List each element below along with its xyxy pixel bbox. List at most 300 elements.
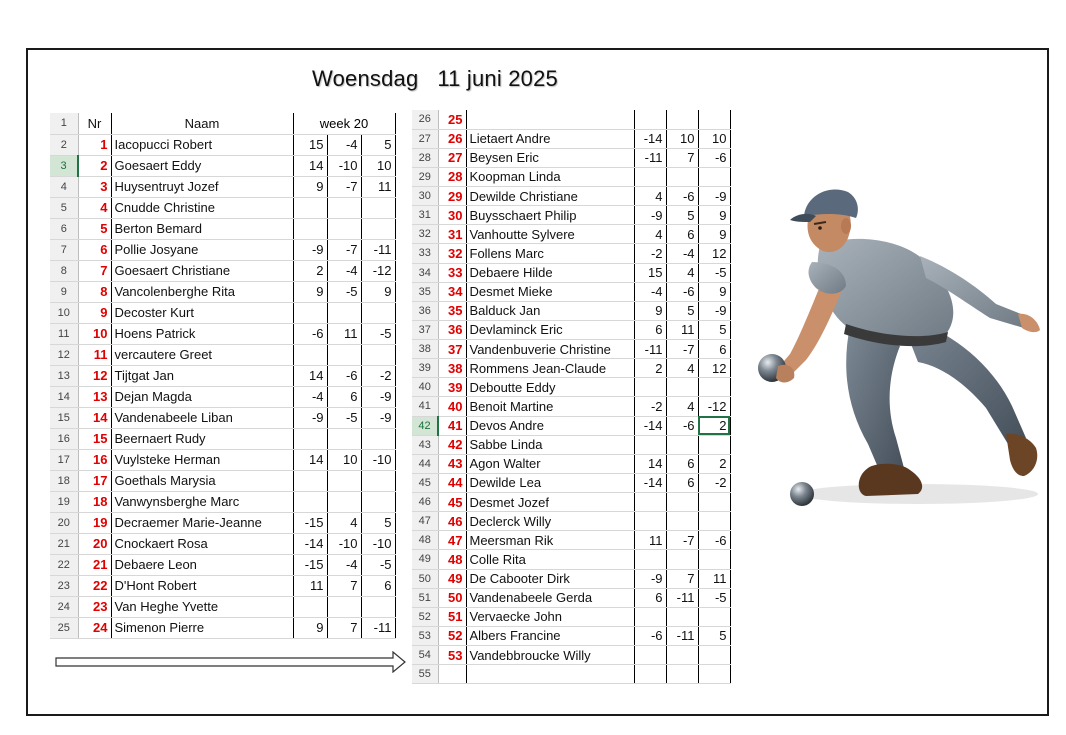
score-cell-1[interactable]: 9 xyxy=(293,281,327,302)
score-cell-3[interactable]: 12 xyxy=(698,244,730,263)
score-cell-1[interactable]: -6 xyxy=(634,626,666,645)
score-cell-2[interactable] xyxy=(327,428,361,449)
row-header[interactable]: 42 xyxy=(412,416,438,435)
score-cell-3[interactable]: 6 xyxy=(698,340,730,359)
score-cell-2[interactable] xyxy=(666,607,698,626)
score-cell-1[interactable]: -11 xyxy=(634,148,666,167)
score-cell-3[interactable]: 2 xyxy=(698,454,730,473)
player-name[interactable]: Tijtgat Jan xyxy=(111,365,293,386)
player-number[interactable]: 51 xyxy=(438,607,466,626)
row-header[interactable]: 40 xyxy=(412,378,438,397)
score-cell-3[interactable]: -2 xyxy=(698,473,730,492)
score-cell-3[interactable] xyxy=(361,491,395,512)
score-cell-2[interactable]: -10 xyxy=(327,533,361,554)
row-header[interactable]: 22 xyxy=(50,554,78,575)
player-name[interactable]: Dewilde Christiane xyxy=(466,187,634,206)
player-number[interactable]: 42 xyxy=(438,435,466,454)
score-cell-3[interactable]: -12 xyxy=(361,260,395,281)
score-cell-2[interactable]: -4 xyxy=(327,260,361,281)
row-header[interactable]: 13 xyxy=(50,365,78,386)
score-cell-2[interactable]: -11 xyxy=(666,626,698,645)
player-number[interactable]: 44 xyxy=(438,473,466,492)
score-cell-3[interactable]: 9 xyxy=(698,206,730,225)
score-cell-1[interactable]: 14 xyxy=(293,155,327,176)
player-name[interactable]: Vandenabeele Liban xyxy=(111,407,293,428)
week-header[interactable]: week 20 xyxy=(293,113,395,134)
player-name[interactable]: Desmet Jozef xyxy=(466,493,634,512)
score-cell-2[interactable]: 11 xyxy=(666,320,698,339)
player-number[interactable]: 15 xyxy=(78,428,111,449)
score-cell-1[interactable]: 14 xyxy=(293,365,327,386)
score-cell-2[interactable]: -6 xyxy=(666,416,698,435)
score-cell-3[interactable]: -11 xyxy=(361,239,395,260)
player-number[interactable]: 6 xyxy=(78,239,111,260)
score-cell-1[interactable]: -15 xyxy=(293,512,327,533)
score-cell-2[interactable]: 6 xyxy=(666,473,698,492)
player-number[interactable]: 21 xyxy=(78,554,111,575)
row-header[interactable]: 7 xyxy=(50,239,78,260)
score-cell-2[interactable] xyxy=(327,302,361,323)
player-name[interactable]: Declerck Willy xyxy=(466,512,634,531)
player-number[interactable]: 29 xyxy=(438,187,466,206)
score-cell-3[interactable]: 5 xyxy=(361,512,395,533)
score-cell-3[interactable]: -10 xyxy=(361,533,395,554)
row-header[interactable]: 10 xyxy=(50,302,78,323)
row-header[interactable]: 30 xyxy=(412,187,438,206)
score-cell-2[interactable]: 4 xyxy=(666,263,698,282)
score-cell-2[interactable]: -7 xyxy=(327,239,361,260)
score-cell-3[interactable]: 5 xyxy=(361,134,395,155)
row-header[interactable]: 55 xyxy=(412,665,438,684)
row-header[interactable]: 19 xyxy=(50,491,78,512)
score-cell-3[interactable]: -2 xyxy=(361,365,395,386)
score-cell-1[interactable]: -4 xyxy=(293,386,327,407)
score-cell-1[interactable]: 2 xyxy=(293,260,327,281)
score-cell-1[interactable]: -9 xyxy=(634,206,666,225)
score-cell-1[interactable] xyxy=(634,110,666,129)
player-name[interactable]: Cnockaert Rosa xyxy=(111,533,293,554)
player-number[interactable]: 1 xyxy=(78,134,111,155)
score-cell-1[interactable]: 9 xyxy=(293,617,327,638)
score-cell-3[interactable]: -9 xyxy=(361,386,395,407)
nr-header[interactable]: Nr xyxy=(78,113,111,134)
player-name[interactable]: Goethals Marysia xyxy=(111,470,293,491)
score-cell-2[interactable] xyxy=(666,435,698,454)
row-header[interactable]: 49 xyxy=(412,550,438,569)
score-cell-2[interactable]: 7 xyxy=(327,617,361,638)
score-cell-1[interactable]: 15 xyxy=(293,134,327,155)
row-header[interactable]: 2 xyxy=(50,134,78,155)
player-name[interactable]: Cnudde Christine xyxy=(111,197,293,218)
score-cell-1[interactable]: -9 xyxy=(293,239,327,260)
score-cell-3[interactable] xyxy=(698,435,730,454)
player-number[interactable]: 26 xyxy=(438,129,466,148)
score-cell-1[interactable]: -15 xyxy=(293,554,327,575)
score-cell-2[interactable]: 6 xyxy=(666,454,698,473)
player-name[interactable] xyxy=(466,110,634,129)
player-number[interactable] xyxy=(438,665,466,684)
player-number[interactable]: 43 xyxy=(438,454,466,473)
player-number[interactable]: 31 xyxy=(438,225,466,244)
row-header[interactable]: 26 xyxy=(412,110,438,129)
player-name[interactable]: Follens Marc xyxy=(466,244,634,263)
row-header[interactable]: 29 xyxy=(412,167,438,186)
player-number[interactable]: 30 xyxy=(438,206,466,225)
score-cell-3[interactable] xyxy=(361,470,395,491)
score-cell-1[interactable]: -14 xyxy=(293,533,327,554)
score-cell-3[interactable]: -6 xyxy=(698,148,730,167)
score-cell-1[interactable]: 6 xyxy=(634,320,666,339)
player-name[interactable]: Vanwynsberghe Marc xyxy=(111,491,293,512)
row-header[interactable]: 48 xyxy=(412,531,438,550)
score-cell-3[interactable] xyxy=(698,665,730,684)
score-cell-2[interactable] xyxy=(666,493,698,512)
score-cell-2[interactable]: 6 xyxy=(327,386,361,407)
score-cell-1[interactable]: 4 xyxy=(634,187,666,206)
player-number[interactable]: 16 xyxy=(78,449,111,470)
score-cell-2[interactable]: -5 xyxy=(327,407,361,428)
player-name[interactable]: Iacopucci Robert xyxy=(111,134,293,155)
score-cell-1[interactable] xyxy=(293,197,327,218)
score-cell-3[interactable]: 5 xyxy=(698,320,730,339)
player-number[interactable]: 23 xyxy=(78,596,111,617)
player-number[interactable]: 34 xyxy=(438,282,466,301)
score-cell-1[interactable] xyxy=(634,435,666,454)
score-cell-2[interactable]: 5 xyxy=(666,206,698,225)
player-name[interactable]: Goesaert Eddy xyxy=(111,155,293,176)
score-cell-3[interactable] xyxy=(698,110,730,129)
score-cell-3[interactable] xyxy=(698,512,730,531)
score-cell-2[interactable] xyxy=(327,491,361,512)
score-cell-3[interactable]: 11 xyxy=(698,569,730,588)
player-number[interactable]: 38 xyxy=(438,359,466,378)
score-cell-1[interactable] xyxy=(634,493,666,512)
player-number[interactable]: 32 xyxy=(438,244,466,263)
score-cell-2[interactable]: 7 xyxy=(666,148,698,167)
player-number[interactable]: 22 xyxy=(78,575,111,596)
player-number[interactable]: 19 xyxy=(78,512,111,533)
row-header[interactable]: 17 xyxy=(50,449,78,470)
row-header[interactable]: 15 xyxy=(50,407,78,428)
score-cell-3[interactable] xyxy=(698,167,730,186)
score-cell-1[interactable] xyxy=(634,607,666,626)
score-cell-3[interactable]: -10 xyxy=(361,449,395,470)
score-cell-1[interactable] xyxy=(634,167,666,186)
score-cell-1[interactable] xyxy=(634,646,666,665)
player-name[interactable]: Agon Walter xyxy=(466,454,634,473)
row-header[interactable]: 41 xyxy=(412,397,438,416)
player-number[interactable]: 40 xyxy=(438,397,466,416)
player-number[interactable]: 13 xyxy=(78,386,111,407)
score-cell-2[interactable]: 4 xyxy=(327,512,361,533)
player-name[interactable]: Debaere Leon xyxy=(111,554,293,575)
player-number[interactable]: 41 xyxy=(438,416,466,435)
player-number[interactable]: 3 xyxy=(78,176,111,197)
player-number[interactable]: 49 xyxy=(438,569,466,588)
row-header[interactable]: 14 xyxy=(50,386,78,407)
player-name[interactable]: Dejan Magda xyxy=(111,386,293,407)
row-header[interactable]: 27 xyxy=(412,129,438,148)
player-name[interactable]: Beysen Eric xyxy=(466,148,634,167)
score-cell-2[interactable]: -6 xyxy=(327,365,361,386)
score-cell-3[interactable] xyxy=(361,302,395,323)
score-cell-2[interactable]: 6 xyxy=(666,225,698,244)
score-cell-1[interactable] xyxy=(293,218,327,239)
row-header[interactable]: 54 xyxy=(412,646,438,665)
score-cell-3[interactable]: -9 xyxy=(361,407,395,428)
row-header[interactable]: 35 xyxy=(412,282,438,301)
player-name[interactable]: Decraemer Marie-Jeanne xyxy=(111,512,293,533)
score-cell-2[interactable]: 7 xyxy=(327,575,361,596)
row-header[interactable]: 4 xyxy=(50,176,78,197)
score-cell-3[interactable] xyxy=(361,344,395,365)
row-header[interactable]: 21 xyxy=(50,533,78,554)
score-cell-2[interactable]: -7 xyxy=(327,176,361,197)
score-cell-1[interactable] xyxy=(634,665,666,684)
row-header[interactable]: 47 xyxy=(412,512,438,531)
player-number[interactable]: 37 xyxy=(438,340,466,359)
row-header[interactable]: 16 xyxy=(50,428,78,449)
player-number[interactable]: 12 xyxy=(78,365,111,386)
player-number[interactable]: 33 xyxy=(438,263,466,282)
player-name[interactable]: Beernaert Rudy xyxy=(111,428,293,449)
player-name[interactable]: Dewilde Lea xyxy=(466,473,634,492)
score-cell-2[interactable]: -5 xyxy=(327,281,361,302)
score-cell-2[interactable]: -10 xyxy=(327,155,361,176)
player-number[interactable]: 24 xyxy=(78,617,111,638)
naam-header[interactable]: Naam xyxy=(111,113,293,134)
player-name[interactable]: Van Heghe Yvette xyxy=(111,596,293,617)
player-name[interactable]: Albers Francine xyxy=(466,626,634,645)
score-cell-3[interactable] xyxy=(361,596,395,617)
player-number[interactable]: 45 xyxy=(438,493,466,512)
player-name[interactable]: Desmet Mieke xyxy=(466,282,634,301)
player-name[interactable]: Vandenbuverie Christine xyxy=(466,340,634,359)
row-header[interactable]: 1 xyxy=(50,113,78,134)
player-number[interactable]: 25 xyxy=(438,110,466,129)
player-number[interactable]: 46 xyxy=(438,512,466,531)
player-number[interactable]: 36 xyxy=(438,320,466,339)
player-name[interactable]: Deboutte Eddy xyxy=(466,378,634,397)
score-cell-1[interactable] xyxy=(293,470,327,491)
row-header[interactable]: 32 xyxy=(412,225,438,244)
score-cell-3[interactable]: 9 xyxy=(698,225,730,244)
score-cell-2[interactable]: -4 xyxy=(327,554,361,575)
score-cell-3[interactable]: 11 xyxy=(361,176,395,197)
score-cell-2[interactable] xyxy=(666,110,698,129)
player-number[interactable]: 20 xyxy=(78,533,111,554)
score-cell-3[interactable] xyxy=(698,493,730,512)
score-cell-1[interactable]: -4 xyxy=(634,282,666,301)
score-cell-2[interactable] xyxy=(666,550,698,569)
score-cell-3[interactable]: -11 xyxy=(361,617,395,638)
player-name[interactable]: Simenon Pierre xyxy=(111,617,293,638)
score-cell-1[interactable]: 2 xyxy=(634,359,666,378)
player-number[interactable]: 8 xyxy=(78,281,111,302)
player-number[interactable]: 27 xyxy=(438,148,466,167)
player-name[interactable]: Goesaert Christiane xyxy=(111,260,293,281)
score-cell-2[interactable]: 10 xyxy=(327,449,361,470)
row-header[interactable]: 11 xyxy=(50,323,78,344)
score-cell-3[interactable] xyxy=(698,378,730,397)
player-name[interactable]: Decoster Kurt xyxy=(111,302,293,323)
player-name[interactable]: Meersman Rik xyxy=(466,531,634,550)
row-header[interactable]: 5 xyxy=(50,197,78,218)
score-cell-3[interactable]: -5 xyxy=(361,554,395,575)
score-cell-3[interactable] xyxy=(361,218,395,239)
row-header[interactable]: 46 xyxy=(412,493,438,512)
row-header[interactable]: 18 xyxy=(50,470,78,491)
score-cell-3[interactable]: -5 xyxy=(361,323,395,344)
row-header[interactable]: 37 xyxy=(412,320,438,339)
player-name[interactable]: Vervaecke John xyxy=(466,607,634,626)
score-cell-3[interactable]: -6 xyxy=(698,531,730,550)
score-cell-3[interactable]: 2 xyxy=(698,416,730,435)
player-number[interactable]: 53 xyxy=(438,646,466,665)
score-cell-1[interactable]: -14 xyxy=(634,473,666,492)
player-name[interactable]: vercautere Greet xyxy=(111,344,293,365)
player-name[interactable]: Buysschaert Philip xyxy=(466,206,634,225)
player-number[interactable]: 4 xyxy=(78,197,111,218)
player-number[interactable]: 52 xyxy=(438,626,466,645)
score-cell-2[interactable] xyxy=(666,512,698,531)
player-number[interactable]: 14 xyxy=(78,407,111,428)
player-name[interactable]: Vancolenberghe Rita xyxy=(111,281,293,302)
row-header[interactable]: 39 xyxy=(412,359,438,378)
player-number[interactable]: 17 xyxy=(78,470,111,491)
row-header[interactable]: 28 xyxy=(412,148,438,167)
score-cell-3[interactable] xyxy=(698,607,730,626)
score-cell-3[interactable]: 10 xyxy=(698,129,730,148)
row-header[interactable]: 51 xyxy=(412,588,438,607)
player-number[interactable]: 35 xyxy=(438,301,466,320)
row-header[interactable]: 6 xyxy=(50,218,78,239)
row-header[interactable]: 36 xyxy=(412,301,438,320)
score-cell-2[interactable]: -6 xyxy=(666,282,698,301)
player-name[interactable]: Vuylsteke Herman xyxy=(111,449,293,470)
score-cell-3[interactable]: -9 xyxy=(698,301,730,320)
score-cell-1[interactable]: -9 xyxy=(634,569,666,588)
player-number[interactable]: 39 xyxy=(438,378,466,397)
score-cell-1[interactable]: 14 xyxy=(293,449,327,470)
score-cell-3[interactable]: 9 xyxy=(361,281,395,302)
score-cell-3[interactable]: 12 xyxy=(698,359,730,378)
score-cell-3[interactable]: -5 xyxy=(698,263,730,282)
score-cell-2[interactable] xyxy=(666,646,698,665)
player-number[interactable]: 7 xyxy=(78,260,111,281)
score-cell-1[interactable]: 4 xyxy=(634,225,666,244)
player-name[interactable]: Hoens Patrick xyxy=(111,323,293,344)
row-header[interactable]: 50 xyxy=(412,569,438,588)
score-cell-3[interactable]: 5 xyxy=(698,626,730,645)
player-number[interactable]: 28 xyxy=(438,167,466,186)
score-cell-3[interactable] xyxy=(698,646,730,665)
score-cell-3[interactable] xyxy=(361,197,395,218)
score-cell-1[interactable] xyxy=(293,302,327,323)
score-cell-1[interactable]: 9 xyxy=(293,176,327,197)
player-name[interactable]: Vanhoutte Sylvere xyxy=(466,225,634,244)
player-number[interactable]: 48 xyxy=(438,550,466,569)
row-header[interactable]: 43 xyxy=(412,435,438,454)
score-cell-2[interactable]: -4 xyxy=(666,244,698,263)
player-number[interactable]: 50 xyxy=(438,588,466,607)
player-name[interactable]: D'Hont Robert xyxy=(111,575,293,596)
score-cell-3[interactable]: 6 xyxy=(361,575,395,596)
score-cell-3[interactable]: 10 xyxy=(361,155,395,176)
player-number[interactable]: 11 xyxy=(78,344,111,365)
player-number[interactable]: 2 xyxy=(78,155,111,176)
score-cell-1[interactable]: 6 xyxy=(634,588,666,607)
player-number[interactable]: 5 xyxy=(78,218,111,239)
row-header[interactable]: 53 xyxy=(412,626,438,645)
score-cell-3[interactable] xyxy=(361,428,395,449)
score-cell-2[interactable]: -7 xyxy=(666,340,698,359)
score-cell-2[interactable]: 10 xyxy=(666,129,698,148)
row-header[interactable]: 52 xyxy=(412,607,438,626)
score-cell-1[interactable]: -14 xyxy=(634,129,666,148)
player-name[interactable]: Berton Bemard xyxy=(111,218,293,239)
player-name[interactable]: Vandenabeele Gerda xyxy=(466,588,634,607)
score-cell-2[interactable]: 4 xyxy=(666,397,698,416)
score-cell-2[interactable]: 5 xyxy=(666,301,698,320)
row-header[interactable]: 8 xyxy=(50,260,78,281)
player-number[interactable]: 18 xyxy=(78,491,111,512)
row-header[interactable]: 44 xyxy=(412,454,438,473)
row-header[interactable]: 23 xyxy=(50,575,78,596)
row-header[interactable]: 38 xyxy=(412,340,438,359)
score-cell-2[interactable] xyxy=(327,470,361,491)
score-cell-1[interactable] xyxy=(293,428,327,449)
score-cell-2[interactable]: -4 xyxy=(327,134,361,155)
score-cell-3[interactable] xyxy=(698,550,730,569)
score-cell-2[interactable]: 4 xyxy=(666,359,698,378)
row-header[interactable]: 45 xyxy=(412,473,438,492)
row-header[interactable]: 25 xyxy=(50,617,78,638)
row-header[interactable]: 9 xyxy=(50,281,78,302)
player-name[interactable]: Rommens Jean-Claude xyxy=(466,359,634,378)
player-name[interactable]: Lietaert Andre xyxy=(466,129,634,148)
score-cell-1[interactable] xyxy=(293,344,327,365)
score-cell-1[interactable]: -11 xyxy=(634,340,666,359)
score-cell-2[interactable] xyxy=(327,197,361,218)
score-cell-2[interactable] xyxy=(327,596,361,617)
score-cell-1[interactable]: -6 xyxy=(293,323,327,344)
score-cell-1[interactable]: 11 xyxy=(634,531,666,550)
score-cell-2[interactable]: 7 xyxy=(666,569,698,588)
player-name[interactable]: Devos Andre xyxy=(466,416,634,435)
score-cell-1[interactable]: -2 xyxy=(634,244,666,263)
score-cell-2[interactable] xyxy=(666,378,698,397)
player-number[interactable]: 10 xyxy=(78,323,111,344)
score-cell-3[interactable]: 9 xyxy=(698,282,730,301)
score-cell-1[interactable]: 14 xyxy=(634,454,666,473)
score-cell-1[interactable] xyxy=(634,550,666,569)
score-cell-1[interactable] xyxy=(293,596,327,617)
player-name[interactable]: Huysentruyt Jozef xyxy=(111,176,293,197)
score-cell-2[interactable]: -7 xyxy=(666,531,698,550)
score-cell-1[interactable]: -2 xyxy=(634,397,666,416)
score-cell-1[interactable]: 11 xyxy=(293,575,327,596)
score-cell-1[interactable]: 15 xyxy=(634,263,666,282)
score-cell-2[interactable] xyxy=(327,218,361,239)
score-cell-1[interactable] xyxy=(293,491,327,512)
score-cell-1[interactable] xyxy=(634,378,666,397)
score-cell-3[interactable]: -9 xyxy=(698,187,730,206)
score-cell-1[interactable] xyxy=(634,512,666,531)
player-name[interactable]: Pollie Josyane xyxy=(111,239,293,260)
row-header[interactable]: 33 xyxy=(412,244,438,263)
player-name[interactable]: De Cabooter Dirk xyxy=(466,569,634,588)
